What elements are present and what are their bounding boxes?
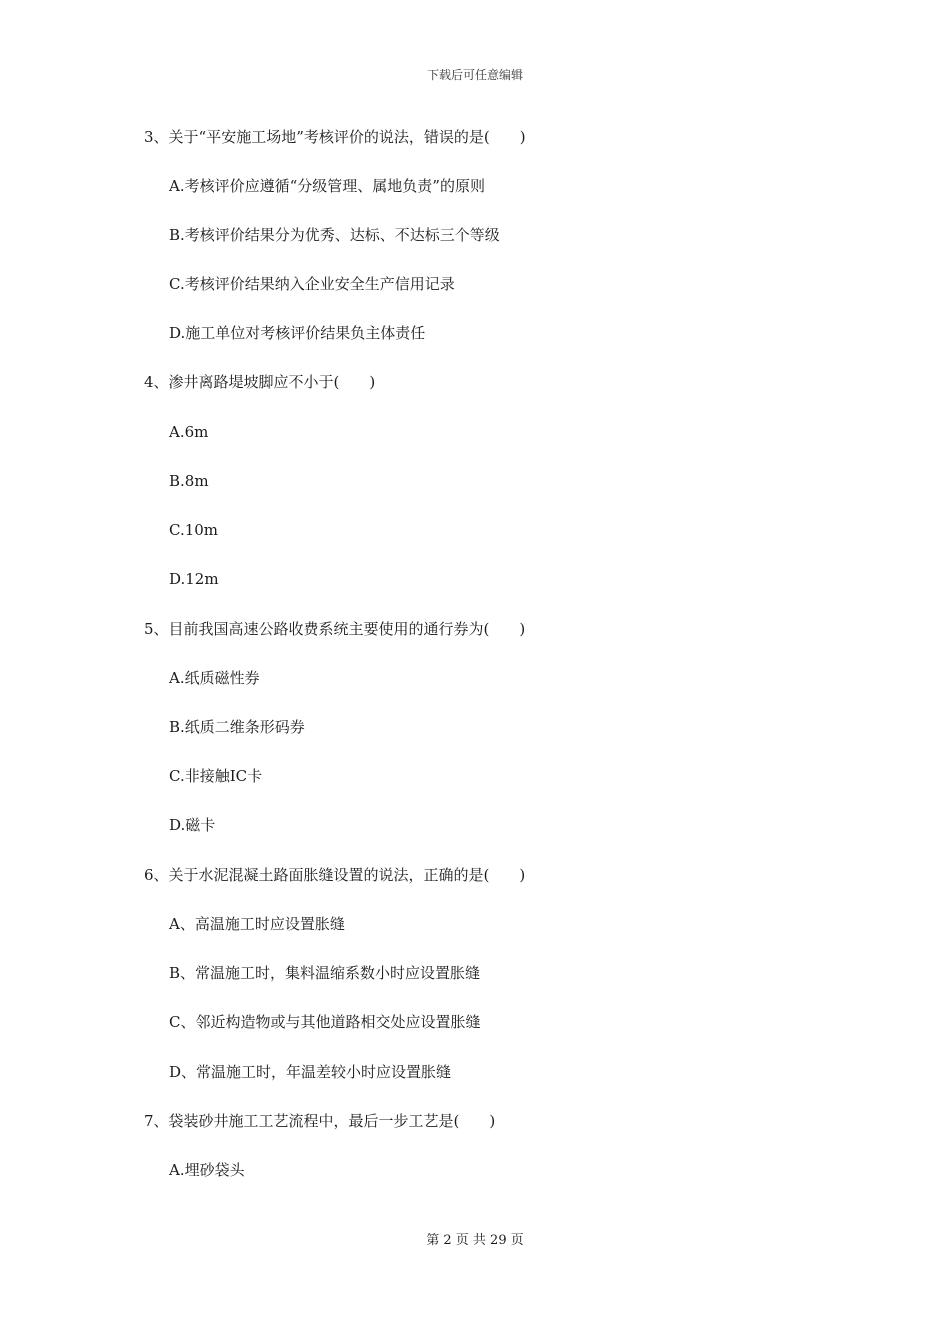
option-a: A.纸质磁性券 (169, 669, 260, 687)
question-stem: 4、渗井离路堤坡脚应不小于( ) (144, 373, 376, 391)
option-a: A、高温施工时应设置胀缝 (169, 915, 345, 933)
question-stem: 7、袋装砂井施工工艺流程中，最后一步工艺是( ) (144, 1112, 496, 1130)
option-c: C、邻近构造物或与其他道路相交处应设置胀缝 (169, 1013, 481, 1031)
option-c: C.非接触IC卡 (169, 767, 263, 785)
page-footer: 第 2 页 共 29 页 (426, 1233, 524, 1248)
option-b: B.考核评价结果分为优秀、达标、不达标三个等级 (169, 226, 500, 244)
option-c: C.考核评价结果纳入企业安全生产信用记录 (169, 275, 455, 293)
option-d: D、常温施工时，年温差较小时应设置胀缝 (169, 1063, 452, 1081)
option-d: D.12m (169, 570, 219, 588)
page-header: 下载后可任意编辑 (426, 68, 523, 82)
option-b: B.纸质二维条形码券 (169, 718, 305, 736)
option-a: A.6m (169, 423, 209, 441)
option-d: D.磁卡 (169, 816, 216, 834)
question-stem: 6、关于水泥混凝土路面胀缝设置的说法，正确的是( ) (144, 866, 526, 884)
option-b: B、常温施工时，集料温缩系数小时应设置胀缝 (169, 964, 481, 982)
option-c: C.10m (169, 521, 219, 539)
question-stem: 5、目前我国高速公路收费系统主要使用的通行券为( ) (144, 620, 526, 638)
option-b: B.8m (169, 472, 209, 490)
option-a: A.考核评价应遵循“分级管理、属地负责”的原则 (169, 177, 485, 195)
option-a: A.埋砂袋头 (169, 1161, 245, 1179)
option-d: D.施工单位对考核评价结果负主体责任 (169, 324, 426, 342)
question-stem: 3、关于“平安施工场地”考核评价的说法，错误的是( ) (144, 128, 526, 146)
